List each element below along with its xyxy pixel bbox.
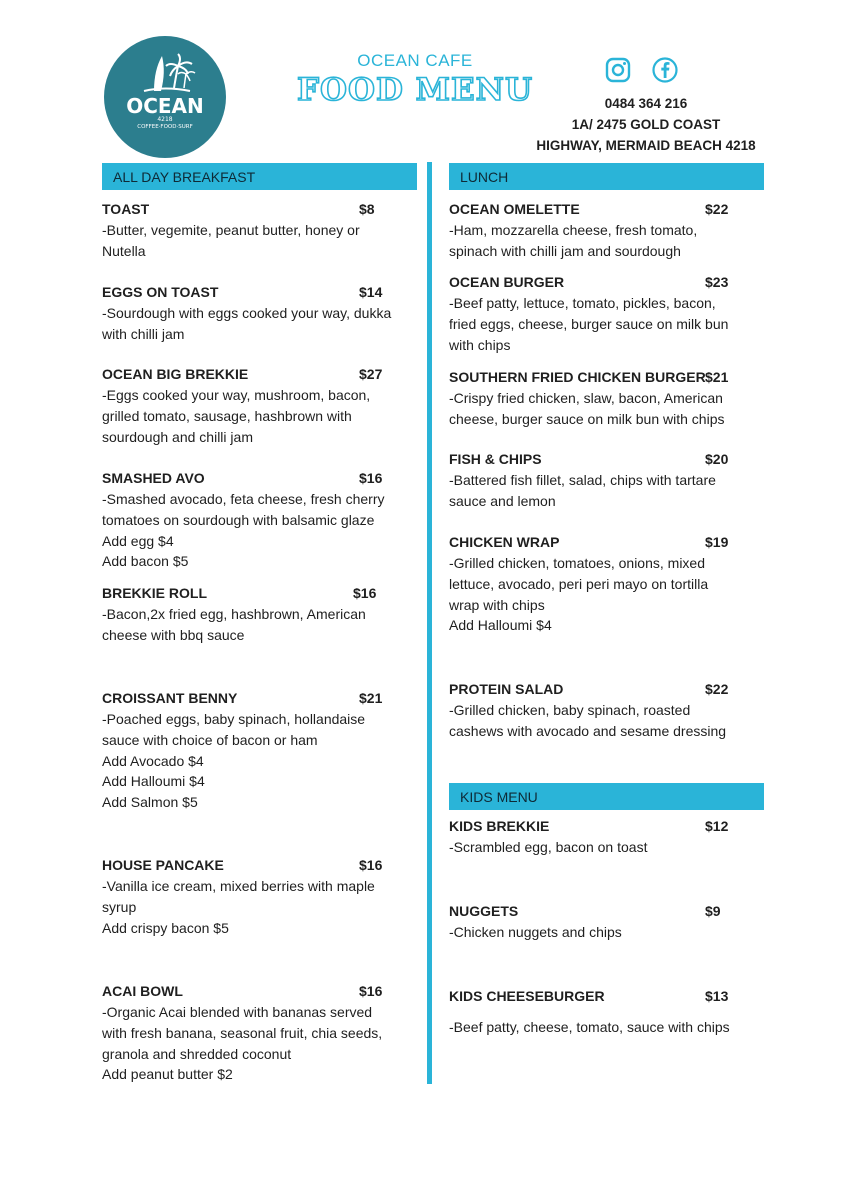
item-description: -Poached eggs, baby spinach, hollandaise sauce with choice of bacon or ham Add Avocado $4 Add Halloumi $4 Add Salmon $5 (102, 711, 366, 811)
item-description: -Sourdough with eggs cooked your way, dukka with chilli jam (102, 305, 392, 342)
item-description: -Butter, vegemite, peanut butter, honey or Nutella (102, 222, 360, 259)
item-description: -Grilled chicken, tomatoes, onions, mixed lettuce, avocado, peri peri mayo on tortilla wrap with chips Add Halloumi $4 (449, 555, 709, 634)
kids-section-heading: KIDS MENU (449, 783, 764, 810)
item-name: BREKKIE ROLL (102, 585, 207, 601)
item-name: TOAST (102, 201, 150, 217)
item-description: -Vanilla ice cream, mixed berries with maple syrup Add crispy bacon $5 (102, 878, 375, 936)
item-name: ACAI BOWL (102, 983, 183, 999)
item-description: -Ham, mozzarella cheese, fresh tomato, spinach with chilli jam and sourdough (449, 222, 698, 259)
item-description: -Grilled chicken, baby spinach, roasted cashews with avocado and sesame dressing (449, 702, 727, 739)
item-price: $16 (353, 585, 377, 601)
item-name: OCEAN OMELETTE (449, 201, 580, 217)
item-name: CROISSANT BENNY (102, 690, 238, 706)
item-price: $8 (359, 201, 375, 217)
item-description: -Battered fish fillet, salad, chips with tartare sauce and lemon (449, 472, 716, 509)
page-title: FOOD MENU (296, 72, 533, 108)
ocean-logo (104, 36, 226, 158)
item-price: $16 (359, 857, 383, 873)
item-price: $12 (705, 818, 729, 834)
logo-tagline: COFFEE·FOOD·SURF (137, 124, 193, 130)
item-description: -Beef patty, cheese, tomato, sauce with chips (449, 1019, 730, 1035)
item-price: $19 (705, 534, 729, 550)
item-price: $16 (359, 983, 383, 999)
item-price: $27 (359, 366, 383, 382)
column-divider (427, 162, 432, 1084)
item-name: OCEAN BIG BREKKIE (102, 366, 249, 382)
item-description: -Chicken nuggets and chips (449, 924, 622, 940)
item-name: OCEAN BURGER (449, 274, 565, 290)
item-price: $22 (705, 681, 729, 697)
item-price: $9 (705, 903, 721, 919)
item-name: EGGS ON TOAST (102, 284, 219, 300)
item-description: -Scrambled egg, bacon on toast (449, 839, 648, 855)
item-description: -Organic Acai blended with bananas served with fresh banana, seasonal fruit, chia seeds, granola and shredded coconut Add peanut butter $2 (102, 1004, 383, 1083)
item-name: FISH & CHIPS (449, 451, 542, 467)
address-line-2: HIGHWAY, MERMAID BEACH 4218 (536, 138, 756, 153)
item-price: $22 (705, 201, 729, 217)
item-description: -Eggs cooked your way, mushroom, bacon, grilled tomato, sausage, hashbrown with sourdough and chilli jam (102, 387, 371, 445)
phone-number: 0484 364 216 (604, 96, 688, 111)
item-name: SOUTHERN FRIED CHICKEN BURGER (449, 369, 706, 385)
logo-number: 4218 (157, 116, 173, 123)
item-description: -Beef patty, lettuce, tomato, pickles, bacon, fried eggs, cheese, burger sauce on milk bun with chips (449, 295, 729, 353)
item-name: KIDS CHEESEBURGER (449, 988, 605, 1004)
item-price: $14 (359, 284, 383, 300)
instagram-icon[interactable] (604, 56, 632, 84)
item-name: PROTEIN SALAD (449, 681, 564, 697)
item-description: -Bacon,2x fried egg, hashbrown, American cheese with bbq sauce (102, 606, 366, 643)
item-price: $20 (705, 451, 729, 467)
logo-name: OCEAN (126, 94, 204, 118)
item-description: -Crispy fried chicken, slaw, bacon, American cheese, burger sauce on milk bun with chips (449, 390, 725, 427)
lunch-section-heading: LUNCH (449, 163, 764, 190)
item-price: $21 (705, 369, 729, 385)
item-name: KIDS BREKKIE (449, 818, 550, 834)
item-name: HOUSE PANCAKE (102, 857, 224, 873)
item-price: $13 (705, 988, 729, 1004)
item-price: $23 (705, 274, 729, 290)
address-line-1: 1A/ 2475 GOLD COAST (571, 117, 721, 132)
cafe-name: OCEAN CAFE (357, 51, 473, 70)
breakfast-section-heading: ALL DAY BREAKFAST (102, 163, 417, 190)
item-price: $16 (359, 470, 383, 486)
item-name: CHICKEN WRAP (449, 534, 560, 550)
facebook-icon[interactable] (651, 56, 679, 84)
item-description: -Smashed avocado, feta cheese, fresh cherry tomatoes on sourdough with balsamic glaze Add egg $4 Add bacon $5 (102, 491, 385, 570)
item-name: NUGGETS (449, 903, 519, 919)
item-name: SMASHED AVO (102, 470, 205, 486)
item-price: $21 (359, 690, 383, 706)
contact-info (528, 93, 764, 156)
